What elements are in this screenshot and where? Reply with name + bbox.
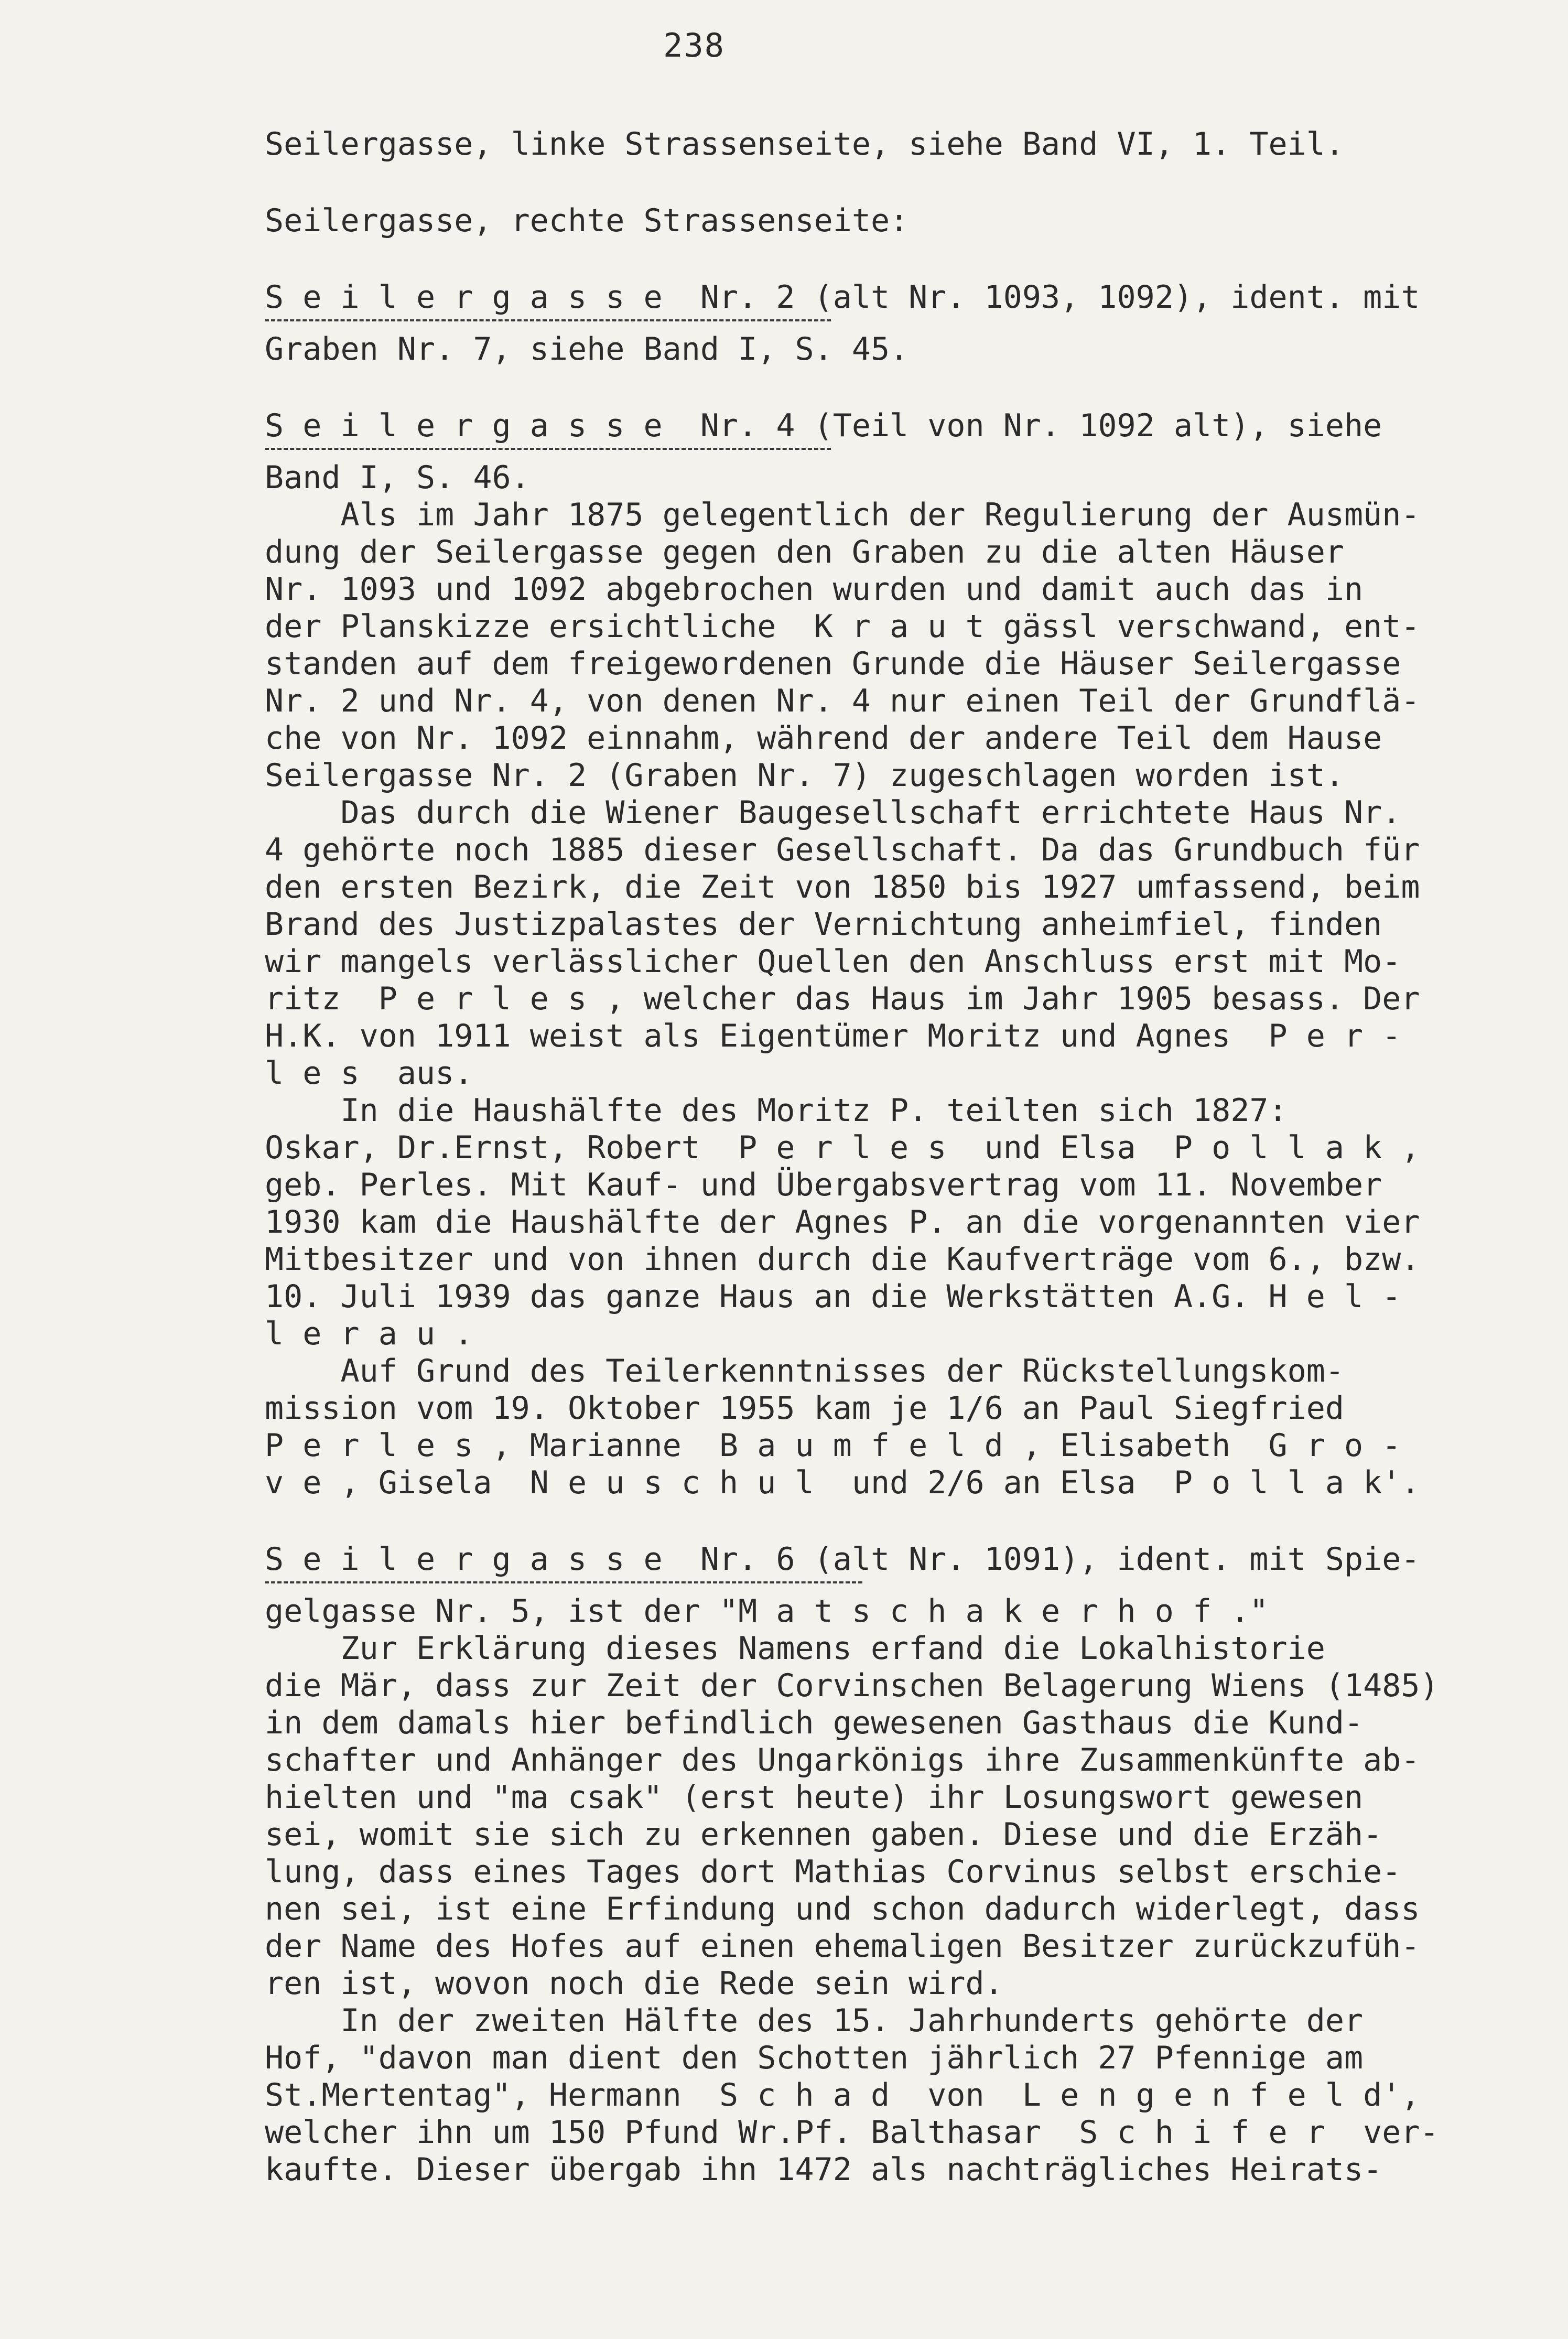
text-line: ritz P e r l e s , welcher das Haus im Jahr 1905 besass. Der bbox=[265, 980, 1420, 1017]
text-line: St.Mertentag", Hermann S c h a d von L e n g e n f e l d', bbox=[265, 2077, 1420, 2114]
page-number: 238 bbox=[663, 26, 725, 64]
text-line: standen auf dem freigewordenen Grunde die Häuser Seilergasse bbox=[265, 645, 1401, 682]
text-line: hielten und "ma csak" (erst heute) ihr Losungswort gewesen bbox=[265, 1779, 1364, 1816]
text-line: l e r a u . bbox=[265, 1316, 473, 1352]
paragraph-gap bbox=[265, 163, 1533, 202]
paragraph-gap bbox=[265, 240, 1533, 279]
text-line: Das durch die Wiener Baugesellschaft errichtete Haus Nr. bbox=[265, 794, 1401, 831]
text-line: der Planskizze ersichtliche K r a u t gässl verschwand, ent- bbox=[265, 608, 1420, 645]
text-line: Band I, S. 46. bbox=[265, 459, 530, 496]
text-line: S e i l e r g a s s e Nr. 6 (alt Nr. 1091), ident. mit Spie- bbox=[265, 1541, 1420, 1578]
text-line: kaufte. Dieser übergab ihn 1472 als nachträgliches Heirats- bbox=[265, 2151, 1382, 2188]
paragraph-gap bbox=[265, 1502, 1533, 1541]
text-line: Brand des Justizpalastes der Vernichtung anheimfiel, finden bbox=[265, 906, 1382, 943]
text-line: welcher ihn um 150 Pfund Wr.Pf. Balthasar S c h i f e r ver- bbox=[265, 2114, 1439, 2151]
text-line: P e r l e s , Marianne B a u m f e l d , Elisabeth G r o - bbox=[265, 1427, 1401, 1464]
text-line: l e s aus. bbox=[265, 1055, 473, 1092]
text-line: Nr. 1093 und 1092 abgebrochen wurden und damit auch das in bbox=[265, 571, 1364, 608]
text-line: nen sei, ist eine Erfindung und schon dadurch widerlegt, dass bbox=[265, 1891, 1420, 1927]
text-line: geb. Perles. Mit Kauf- und Übergabsvertrag vom 11. November bbox=[265, 1167, 1382, 1203]
text-line: ren ist, wovon noch die Rede sein wird. bbox=[265, 1965, 1003, 2002]
text-line: 1930 kam die Haushälfte der Agnes P. an die vorgenannten vier bbox=[265, 1204, 1420, 1241]
text-line: in dem damals hier befindlich gewesenen Gasthaus die Kund- bbox=[265, 1705, 1364, 1741]
text-line: 10. Juli 1939 das ganze Haus an die Werkstätten A.G. H e l - bbox=[265, 1278, 1401, 1315]
text-line: In die Haushälfte des Moritz P. teilten sich 1827: bbox=[265, 1092, 1288, 1129]
text-line: 4 gehörte noch 1885 dieser Gesellschaft. Da das Grundbuch für bbox=[265, 832, 1420, 868]
text-line: den ersten Bezirk, die Zeit von 1850 bis 1927 umfassend, beim bbox=[265, 869, 1420, 906]
text-line: In der zweiten Hälfte des 15. Jahrhunderts gehörte der bbox=[265, 2002, 1364, 2039]
text-line: Auf Grund des Teilerkenntnisses der Rückstellungskom- bbox=[265, 1353, 1345, 1389]
text-line: H.K. von 1911 weist als Eigentümer Moritz und Agnes P e r - bbox=[265, 1018, 1401, 1054]
text-line: Graben Nr. 7, siehe Band I, S. 45. bbox=[265, 331, 909, 368]
text-line: die Mär, dass zur Zeit der Corvinschen Belagerung Wiens (1485) bbox=[265, 1667, 1439, 1704]
paragraph-gap bbox=[265, 368, 1533, 407]
text-line: v e , Gisela N e u s c h u l und 2/6 an Elsa P o l l a k'. bbox=[265, 1464, 1420, 1501]
typewritten-text bbox=[265, 126, 1533, 2189]
text-line: wir mangels verlässlicher Quellen den Anschluss erst mit Mo- bbox=[265, 943, 1401, 980]
text-line: Mitbesitzer und von ihnen durch die Kaufverträge vom 6., bzw. bbox=[265, 1241, 1420, 1278]
text-line: Seilergasse, linke Strassenseite, siehe Band VI, 1. Teil. bbox=[265, 126, 1345, 163]
dashed-underline bbox=[265, 445, 1533, 459]
text-line: Oskar, Dr.Ernst, Robert P e r l e s und Elsa P o l l a k , bbox=[265, 1129, 1420, 1166]
text-line: gelgasse Nr. 5, ist der "M a t s c h a k e r h o f ." bbox=[265, 1593, 1269, 1630]
text-line: Nr. 2 und Nr. 4, von denen Nr. 4 nur einen Teil der Grundflä- bbox=[265, 683, 1420, 719]
dashed-underline bbox=[265, 1578, 1533, 1593]
text-line: schafter und Anhänger des Ungarkönigs ihre Zusammenkünfte ab- bbox=[265, 1742, 1420, 1778]
text-line: Seilergasse, rechte Strassenseite: bbox=[265, 202, 909, 239]
text-line: dung der Seilergasse gegen den Graben zu die alten Häuser bbox=[265, 534, 1345, 570]
text-line: S e i l e r g a s s e Nr. 4 (Teil von Nr. 1092 alt), siehe bbox=[265, 407, 1382, 444]
text-line: Seilergasse Nr. 2 (Graben Nr. 7) zugeschlagen worden ist. bbox=[265, 757, 1345, 794]
text-line: sei, womit sie sich zu erkennen gaben. Diese und die Erzäh- bbox=[265, 1816, 1382, 1853]
text-line: S e i l e r g a s s e Nr. 2 (alt Nr. 1093, 1092), ident. mit bbox=[265, 279, 1420, 316]
text-line: Als im Jahr 1875 gelegentlich der Regulierung der Ausmün- bbox=[265, 497, 1420, 533]
text-line: der Name des Hofes auf einen ehemaligen Besitzer zurückzufüh- bbox=[265, 1928, 1420, 1965]
text-line: lung, dass eines Tages dort Mathias Corvinus selbst erschie- bbox=[265, 1853, 1401, 1890]
text-line: Zur Erklärung dieses Namens erfand die Lokalhistorie bbox=[265, 1630, 1325, 1667]
text-line: mission vom 19. Oktober 1955 kam je 1/6 an Paul Siegfried bbox=[265, 1390, 1345, 1427]
dashed-underline bbox=[265, 316, 1533, 331]
text-line: che von Nr. 1092 einnahm, während der andere Teil dem Hause bbox=[265, 720, 1382, 757]
text-line: Hof, "davon man dient den Schotten jährlich 27 Pfennige am bbox=[265, 2040, 1364, 2076]
